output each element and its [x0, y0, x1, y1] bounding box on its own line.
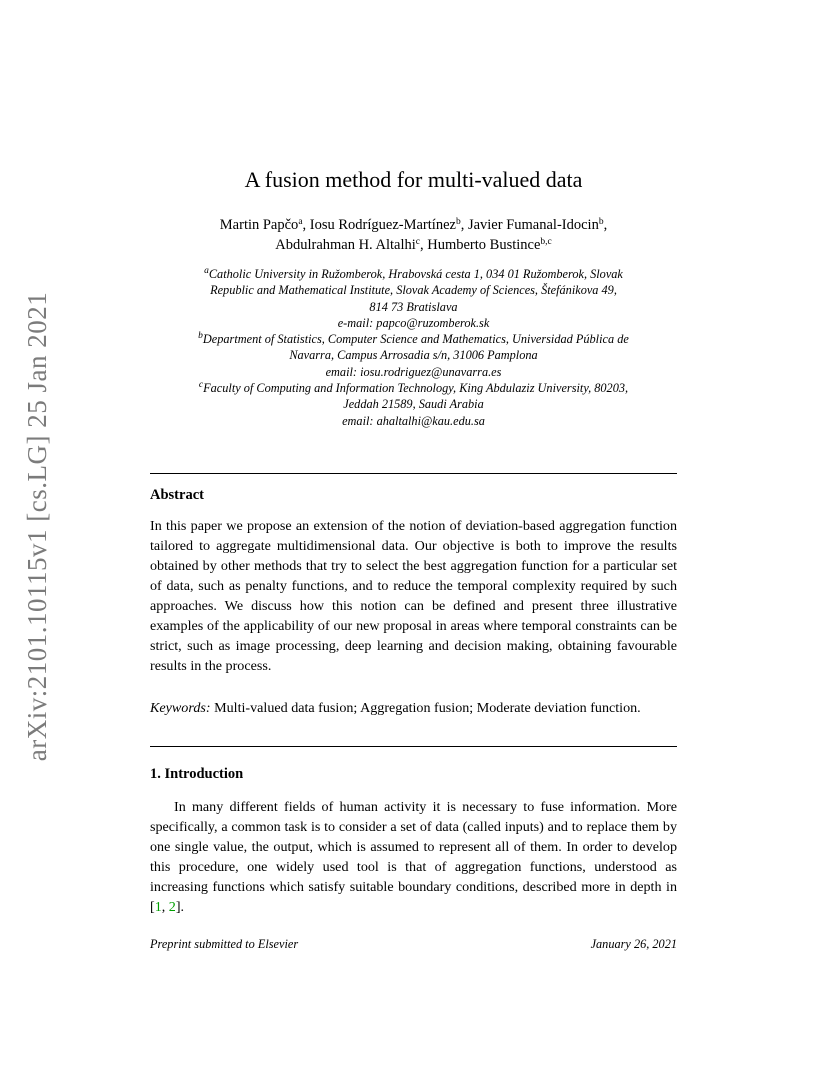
affil-email[interactable]: email: iosu.rodriguez@unavarra.es: [325, 364, 502, 379]
author-name: Humberto Bustince: [427, 237, 541, 253]
author-name: Iosu Rodríguez-Martínez: [309, 217, 456, 233]
affil-line: Navarra, Campus Arrosadia s/n, 31006 Pamplona: [289, 348, 538, 363]
abstract-text: In this paper we propose an extension of the notion of deviation-based aggregation function tailored to aggregate multidimensional data. Our objective is both to improve the results obtained by other methods that try to select the best aggregation function for a particular set of data, such as penalty functions, and to reduce the temporal complexity required by such approaches. We discuss how this notion can be defined and present three illustrative examples of the applicability of our new proposal in areas where temporal constraints can be strict, such as image processing, deep learning and decision making, obtaining favourable results in the process.: [150, 518, 677, 674]
affil-line: Republic and Mathematical Institute, Slovak Academy of Sciences, Štefánikova 49,: [210, 283, 617, 298]
affil-line: Catholic University in Ružomberok, Hrabovská cesta 1, 034 01 Ružomberok, Slovak: [208, 267, 623, 281]
keywords-label: Keywords:: [150, 700, 211, 716]
author-name: Javier Fumanal-Idocin: [467, 217, 599, 233]
author-affil-mark: a: [298, 217, 303, 227]
affil-email[interactable]: email: ahaltalhi@kau.edu.sa: [342, 413, 485, 428]
author-name: Martin Papčo: [219, 217, 299, 233]
keywords-text: Multi-valued data fusion; Aggregation fusion; Moderate deviation function.: [214, 700, 641, 716]
page-footer: [150, 937, 677, 952]
arxiv-sidebar: [16, 292, 60, 760]
section-heading-introduction: 1. Introduction: [150, 766, 244, 782]
author-name: Abdulrahman H. Altalhi: [275, 237, 416, 253]
affil-line: Jeddah 21589, Saudi Arabia: [343, 397, 484, 412]
affil-line: 814 73 Bratislava: [369, 299, 458, 314]
abstract-bottom-rule: [150, 746, 677, 747]
introduction-end: .: [180, 899, 185, 915]
abstract-heading: Abstract: [150, 487, 204, 503]
author-affil-mark: b,c: [540, 237, 552, 247]
introduction-text: In many different fields of human activity it is necessary to fuse information. More specifically, a common task is to consider a set of data (called inputs) and to replace them by one single value, the output, which is assumed to represent all of them. In order to develop this procedure, one widely used tool is that of aggregation functions, understood as increasing functions which satisfy suitable boundary conditions, described more in depth in: [150, 799, 677, 895]
citation-separator: ,: [161, 899, 169, 915]
affil-line: Faculty of Computing and Information Technology, King Abdulaziz University, 80203,: [203, 381, 629, 396]
affil-line: Department of Statistics, Computer Science and Mathematics, Universidad Pública de: [202, 332, 629, 347]
author-affil-mark: b: [455, 217, 461, 227]
arxiv-identifier: arXiv:2101.10115v1 [cs.LG] 25 Jan 2021: [22, 291, 53, 761]
citation-bracket: [: [150, 899, 155, 915]
footer-preprint: Preprint submitted to Elsevier: [150, 937, 299, 951]
affil-mark: b: [198, 331, 203, 342]
footer-date: January 26, 2021: [590, 937, 677, 951]
paper-title: A fusion method for multi-valued data: [244, 167, 583, 192]
affiliations: [150, 266, 677, 429]
citation-link[interactable]: 2: [168, 899, 176, 915]
author-affil-mark: c: [415, 237, 420, 247]
author-affil-mark: b: [598, 217, 604, 227]
keywords: [150, 698, 677, 718]
affil-email[interactable]: e-mail: papco@ruzomberok.sk: [337, 315, 490, 330]
citation-link[interactable]: 1: [154, 899, 162, 915]
abstract-top-rule: [150, 473, 677, 474]
introduction-paragraph: [150, 797, 677, 917]
affil-mark: c: [198, 380, 204, 391]
citation-bracket: ]: [175, 899, 181, 915]
affil-mark: a: [204, 266, 209, 276]
author-list: Martin Papčo$^a$, Iosu Rodríguez-Martínez$^b$, Javier Fumanal-Idocin$^b$, Abdulrahman H. Altalhi$^c$, Humberto Bustince$^{b,c}$: [219, 217, 608, 253]
